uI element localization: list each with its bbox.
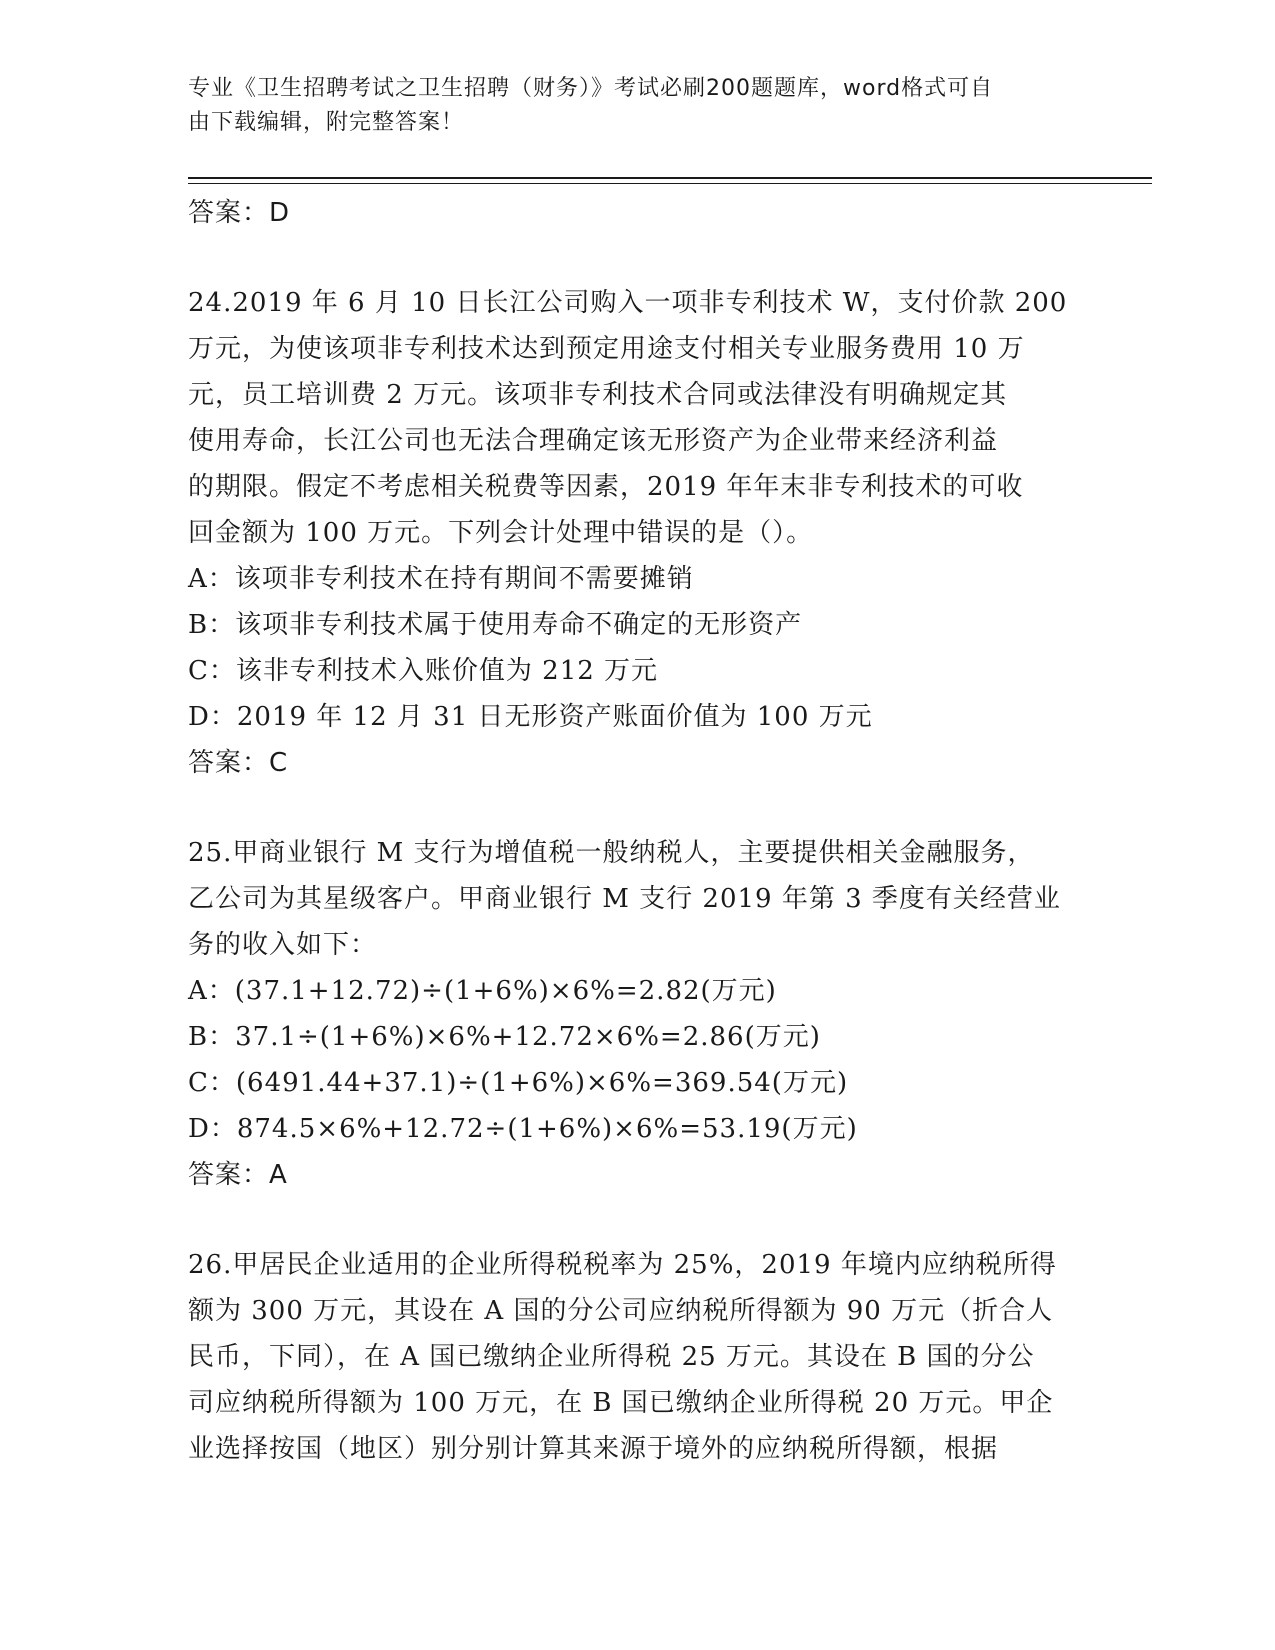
question-24 — [188, 280, 1088, 786]
question-text-line: 26.甲居民企业适用的企业所得税税率为 25%，2019 年境内应纳税所得 — [188, 1250, 1057, 1280]
question-text-line: 司应纳税所得额为 100 万元，在 B 国已缴纳企业所得税 20 万元。甲企 — [188, 1388, 1054, 1418]
previous-answer: 答案：D — [188, 198, 291, 228]
option-b: B：该项非专利技术属于使用寿命不确定的无形资产 — [188, 610, 803, 640]
question-text-line: 额为 300 万元，其设在 A 国的分公司应纳税所得额为 90 万元（折合人 — [188, 1296, 1054, 1326]
question-text-line: 24.2019 年 6 月 10 日长江公司购入一项非专利技术 W，支付价款 200 — [188, 288, 1068, 318]
question-25 — [188, 830, 1088, 1198]
option-d: D：874.5×6%+12.72÷(1+6%)×6%=53.19(万元) — [188, 1114, 858, 1144]
document-body — [188, 190, 1088, 1472]
header-line-1: 专业《卫生招聘考试之卫生招聘（财务）》考试必刷200题题库，word格式可自 — [188, 76, 994, 101]
question-text-line: 务的收入如下： — [188, 930, 378, 960]
question-text-line: 乙公司为其星级客户。甲商业银行 M 支行 2019 年第 3 季度有关经营业 — [188, 884, 1061, 914]
question-text-line: 的期限。假定不考虑相关税费等因素，2019 年年末非专利技术的可收 — [188, 472, 1024, 502]
header-divider — [188, 177, 1152, 179]
question-text-line: 25.甲商业银行 M 支行为增值税一般纳税人，主要提供相关金融服务， — [188, 838, 1035, 868]
option-c: C：该非专利技术入账价值为 212 万元 — [188, 656, 659, 686]
question-text-line: 万元，为使该项非专利技术达到预定用途支付相关专业服务费用 10 万 — [188, 334, 1025, 364]
option-a: A：(37.1+12.72)÷(1+6%)×6%=2.82(万元) — [188, 976, 777, 1006]
question-text-line: 业选择按国（地区）别分别计算其来源于境外的应纳税所得额，根据 — [188, 1434, 999, 1464]
question-text-line: 民币，下同），在 A 国已缴纳企业所得税 25 万元。其设在 B 国的分公 — [188, 1342, 1035, 1372]
option-a: A：该项非专利技术在持有期间不需要摊销 — [188, 564, 694, 594]
question-text-line: 回金额为 100 万元。下列会计处理中错误的是（）。 — [188, 518, 814, 548]
question-text-line: 元，员工培训费 2 万元。该项非专利技术合同或法律没有明确规定其 — [188, 380, 1008, 410]
document-header — [188, 72, 1068, 140]
option-c: C：(6491.44+37.1)÷(1+6%)×6%=369.54(万元) — [188, 1068, 849, 1098]
header-line-2: 由下载编辑，附完整答案！ — [188, 110, 465, 135]
answer: 答案：A — [188, 1160, 288, 1190]
question-26 — [188, 1242, 1088, 1472]
option-b: B：37.1÷(1+6%)×6%+12.72×6%=2.86(万元) — [188, 1022, 821, 1052]
answer: 答案：C — [188, 748, 289, 778]
header-divider-thin — [188, 183, 1152, 184]
option-d: D：2019 年 12 月 31 日无形资产账面价值为 100 万元 — [188, 702, 873, 732]
question-text-line: 使用寿命，长江公司也无法合理确定该无形资产为企业带来经济利益 — [188, 426, 999, 456]
